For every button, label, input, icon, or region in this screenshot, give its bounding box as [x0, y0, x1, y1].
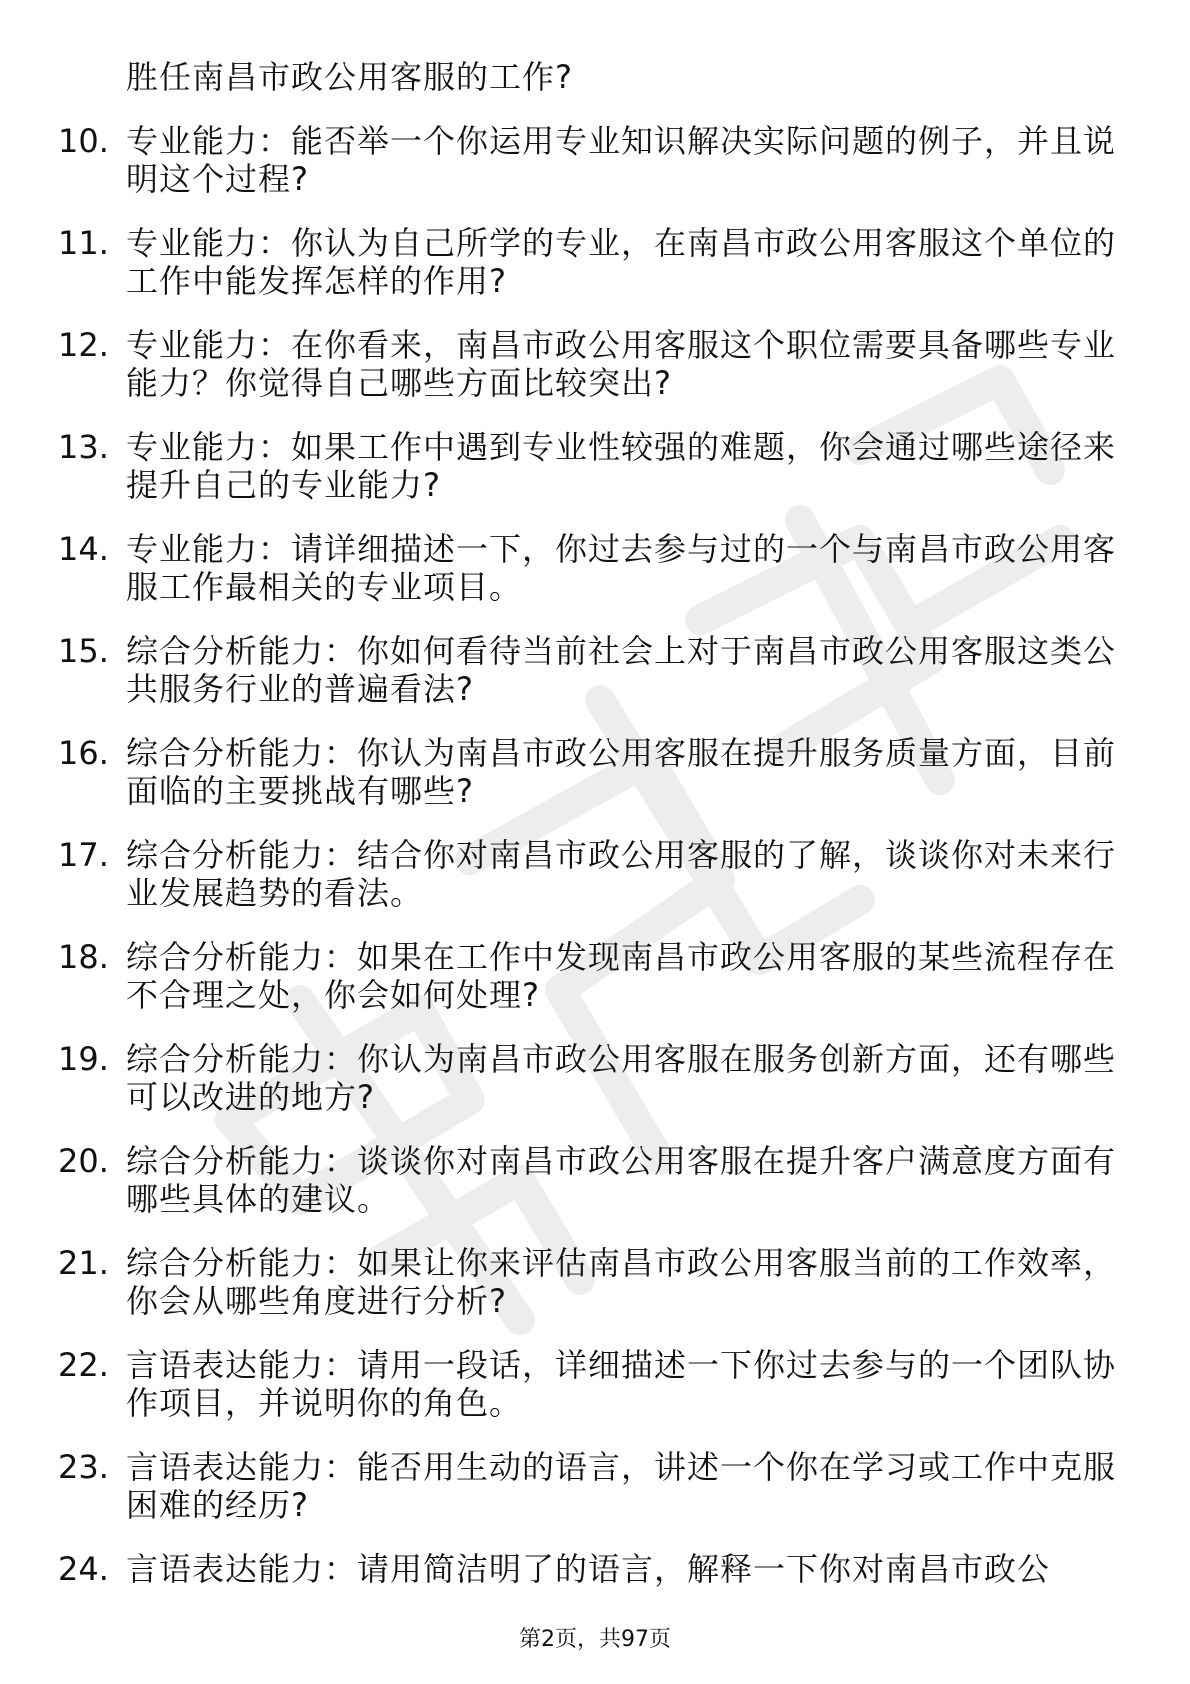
item-text: 言语表达能力：请用简洁明了的语言，解释一下你对南昌市政公: [126, 1550, 1051, 1588]
item-text: 综合分析能力：如果在工作中发现南昌市政公用客服的某些流程存在不合理之处，你会如何处理?: [126, 938, 1117, 1014]
item-number: 20.: [58, 1142, 109, 1180]
list-item: [58, 1550, 1118, 1588]
item-text: 言语表达能力：能否用生动的语言，讲述一个你在学习或工作中克服困难的经历?: [126, 1448, 1117, 1524]
list-item: [58, 836, 1118, 912]
item-number: 21.: [58, 1244, 109, 1282]
list-item: [58, 326, 1118, 402]
list-item: [58, 938, 1118, 1014]
item-number: 12.: [58, 326, 109, 364]
list-item: [58, 734, 1118, 810]
item-text: 综合分析能力：你认为南昌市政公用客服在服务创新方面，还有哪些可以改进的地方?: [126, 1040, 1117, 1116]
page-footer: 第2页，共97页: [519, 1627, 671, 1652]
item-text: 综合分析能力：谈谈你对南昌市政公用客服在提升客户满意度方面有哪些具体的建议。: [126, 1142, 1117, 1218]
item-number: 24.: [58, 1550, 109, 1588]
continuation-text: 胜任南昌市政公用客服的工作?: [126, 58, 573, 96]
item-number: 16.: [58, 734, 109, 772]
item-number: 15.: [58, 632, 109, 670]
item-number: 17.: [58, 836, 109, 874]
list-item: [58, 1142, 1118, 1218]
item-number: 14.: [58, 530, 109, 568]
list-item: [58, 1040, 1118, 1116]
item-number: 22.: [58, 1346, 109, 1384]
item-number: 13.: [58, 428, 109, 466]
question-list: [58, 58, 1118, 1614]
item-number: 18.: [58, 938, 109, 976]
item-text: 专业能力：能否举一个你运用专业知识解决实际问题的例子，并且说明这个过程?: [126, 122, 1117, 198]
item-number: 10.: [58, 122, 109, 160]
item-number: 19.: [58, 1040, 109, 1078]
item-text: 综合分析能力：如果让你来评估南昌市政公用客服当前的工作效率，你会从哪些角度进行分析?: [126, 1244, 1117, 1320]
list-item: [58, 1448, 1118, 1524]
item-text: 综合分析能力：你如何看待当前社会上对于南昌市政公用客服这类公共服务行业的普遍看法?: [126, 632, 1117, 708]
item-text: 专业能力：请详细描述一下，你过去参与过的一个与南昌市政公用客服工作最相关的专业项目。: [126, 530, 1117, 606]
item-text: 言语表达能力：请用一段话，详细描述一下你过去参与的一个团队协作项目，并说明你的角色。: [126, 1346, 1117, 1422]
list-item: [58, 224, 1118, 300]
item-text: 专业能力：你认为自己所学的专业，在南昌市政公用客服这个单位的工作中能发挥怎样的作用?: [126, 224, 1117, 300]
list-item: [58, 1346, 1118, 1422]
list-item: [58, 122, 1118, 198]
list-item: [58, 1244, 1118, 1320]
list-item: [58, 428, 1118, 504]
item-text: 专业能力：如果工作中遇到专业性较强的难题，你会通过哪些途径来提升自己的专业能力?: [126, 428, 1117, 504]
list-item: [58, 632, 1118, 708]
item-text: 专业能力：在你看来，南昌市政公用客服这个职位需要具备哪些专业能力？你觉得自己哪些方面比较突出?: [126, 326, 1117, 402]
item-number: 23.: [58, 1448, 109, 1486]
item-number: 11.: [58, 224, 109, 262]
item-text: 综合分析能力：你认为南昌市政公用客服在提升服务质量方面，目前面临的主要挑战有哪些?: [126, 734, 1117, 810]
item-text: 综合分析能力：结合你对南昌市政公用客服的了解，谈谈你对未来行业发展趋势的看法。: [126, 836, 1117, 912]
list-item: [58, 530, 1118, 606]
